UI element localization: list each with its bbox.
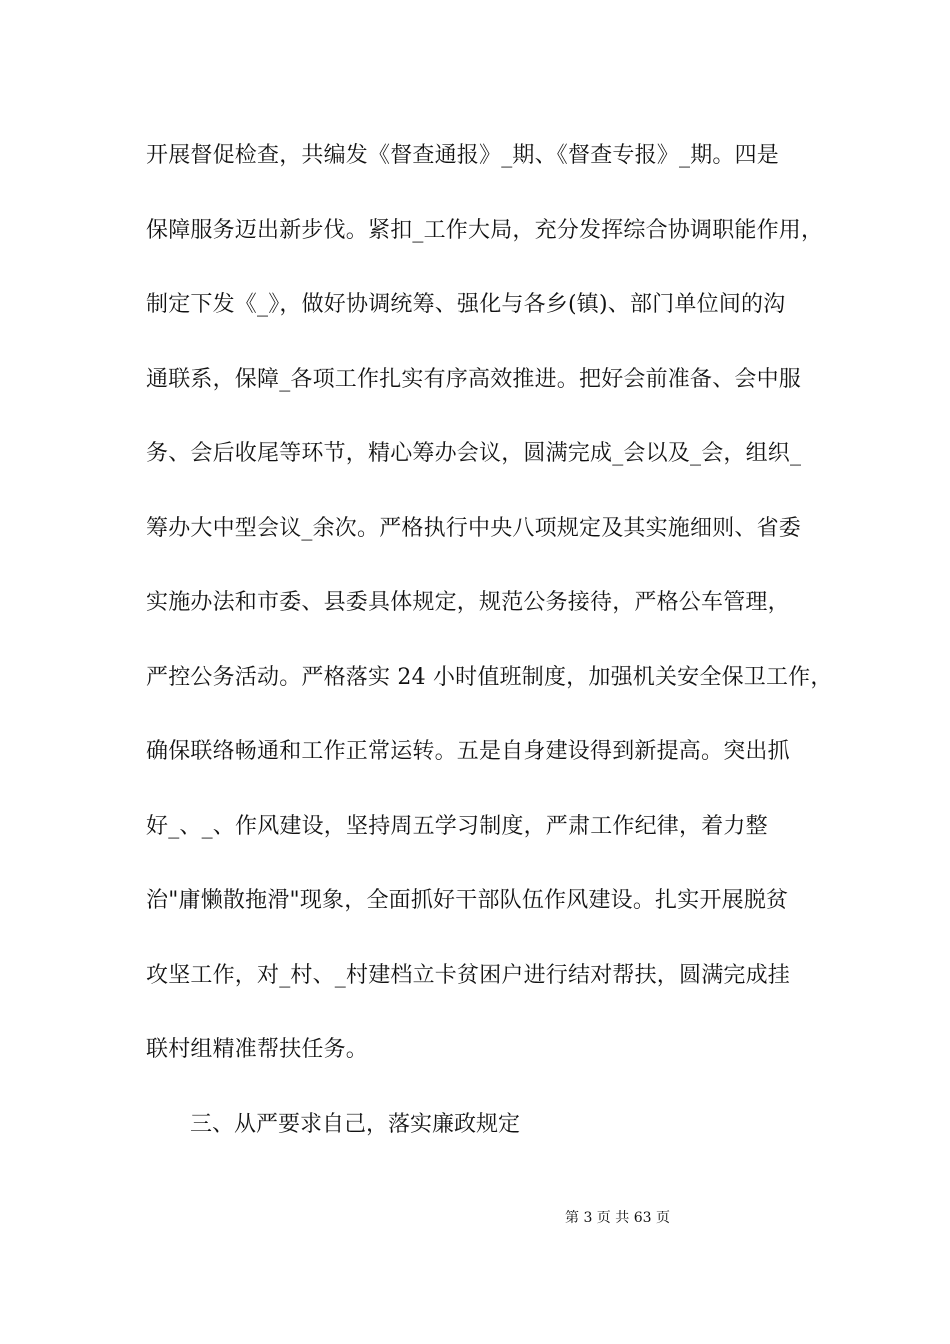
- text-line: 严控公务活动。严格落实 24 小时值班制度，加强机关安全保卫工作，: [146, 664, 833, 690]
- text-line: 制定下发《_》，做好协调统筹、强化与各乡(镇)、部门单位间的沟: [146, 292, 786, 317]
- text-line: 好_、_、作风建设，坚持周五学习制度，严肃工作纪律，着力整: [146, 813, 768, 839]
- body-paragraph: [146, 133, 833, 1102]
- text-line: 筹办大中型会议_余次。严格执行中央八项规定及其实施细则、省委: [146, 515, 802, 541]
- text-line: 保障服务迈出新步伐。紧扣_工作大局，充分发挥综合协调职能作用，: [146, 217, 824, 243]
- text-line: 攻坚工作，对_村、_村建档立卡贫困户进行结对帮扶，圆满完成挂: [146, 962, 791, 988]
- page-number: 第 3 页 共 63 页: [565, 1210, 670, 1226]
- text-line: 联村组精准帮扶任务。: [146, 1037, 369, 1062]
- text-line: 确保联络畅通和工作正常运转。五是自身建设得到新提高。突出抓: [146, 739, 790, 764]
- text-line: 开展督促检查，共编发《督查通报》_期、《督查专报》_期。四是: [146, 143, 780, 168]
- text-line: 务、会后收尾等环节，精心筹办会议，圆满完成_会以及_会，组织_: [146, 441, 802, 466]
- text-line: 实施办法和市委、县委具体规定，规范公务接待，严格公车管理，: [146, 590, 790, 615]
- text-line: 治"庸懒散拖滑"现象，全面抓好干部队伍作风建设。扎实开展脱贫: [146, 888, 789, 913]
- section-heading: 三、从严要求自己，落实廉政规定: [190, 1112, 521, 1137]
- text-line: 通联系，保障_各项工作扎实有序高效推进。把好会前准备、会中服: [146, 366, 802, 392]
